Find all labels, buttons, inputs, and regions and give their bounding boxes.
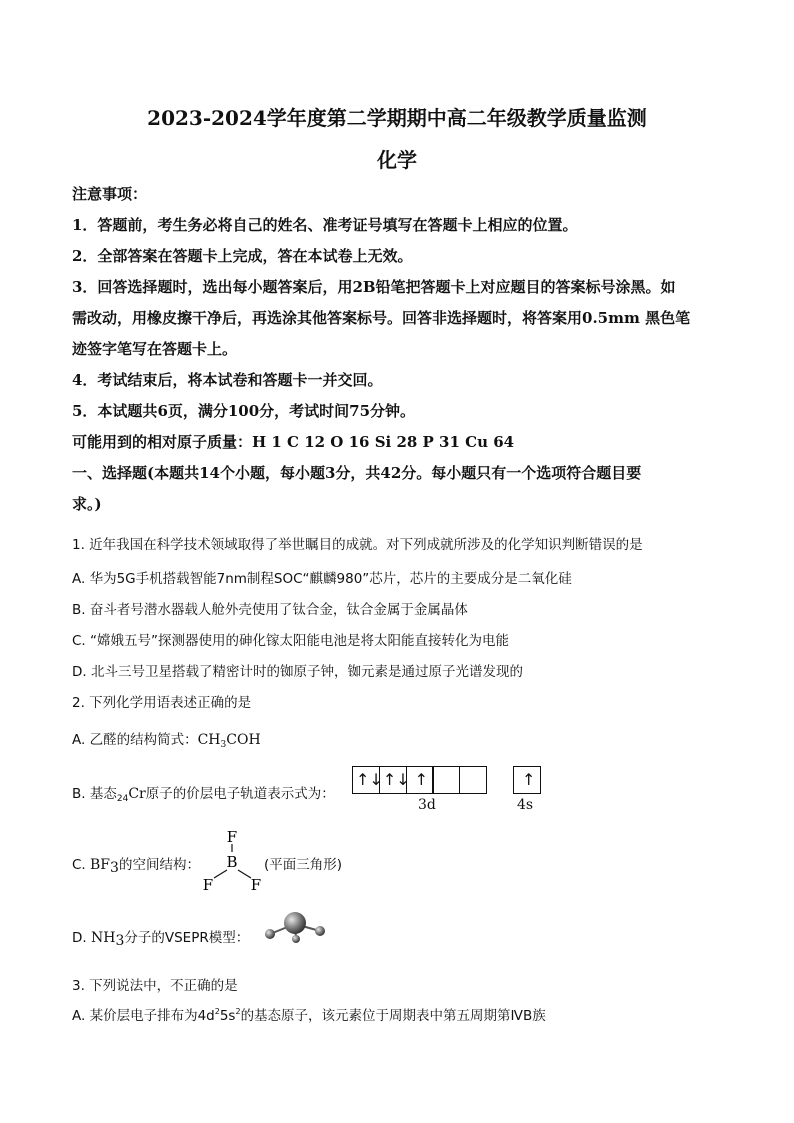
atom-ball-center bbox=[284, 912, 306, 934]
q1-option-c: C. “嫦娥五号”探测器使用的砷化镓太阳能电池是将太阳能直接转化为电能 bbox=[72, 633, 509, 649]
section-heading: 一、选择题(本题共14个小题，每小题3分，共42分。每小题只有一个选项符合题目要 bbox=[72, 464, 642, 482]
notice-item: 1．答题前，考生务必将自己的姓名、准考证号填写在答题卡上相应的位置。 bbox=[72, 216, 578, 234]
nh3-formula: NH bbox=[90, 930, 116, 946]
orbital-label-4s: 4s bbox=[517, 797, 534, 813]
formula-part: COH bbox=[226, 732, 261, 748]
q2-option-a bbox=[72, 728, 261, 750]
electron-arrows: ↑ bbox=[414, 770, 429, 789]
q1-option-b: B. 奋斗者号潜水器载人舱外壳使用了钛合金，钛合金属于金属晶体 bbox=[72, 602, 468, 618]
electron-arrows: ↑ bbox=[522, 770, 536, 789]
electron-arrows: ↑↓ bbox=[356, 770, 383, 789]
q3-option-a-text: A. 某价层电子排布为4d bbox=[72, 1008, 215, 1024]
q2-option-d bbox=[72, 926, 249, 949]
atom-label-center: B bbox=[226, 853, 238, 871]
superscript: 2 bbox=[214, 1007, 220, 1016]
notice-item: 迹签字笔写在答题卡上。 bbox=[72, 340, 238, 358]
q2-stem: 2. 下列化学用语表述正确的是 bbox=[72, 695, 252, 711]
bf3-shape-note: (平面三角形) bbox=[264, 857, 343, 873]
notice-item: 5．本试题共6页，满分100分，考试时间75分钟。 bbox=[72, 402, 416, 420]
electron-arrows: ↑↓ bbox=[382, 770, 410, 789]
superscript: 2 bbox=[235, 1007, 241, 1016]
subject-title: 化学 bbox=[377, 148, 417, 172]
notice-item: 2．全部答案在答题卡上完成，答在本试卷上无效。 bbox=[72, 247, 413, 265]
q1-stem: 1. 近年我国在科学技术领域取得了举世瞩目的成就。对下列成就所涉及的化学知识判断错误的是 bbox=[72, 537, 643, 553]
q2-option-b-text: 原子的价层电子轨道表示式为： bbox=[145, 786, 335, 802]
element-symbol: Cr bbox=[128, 786, 146, 802]
orbital-3d-group bbox=[352, 766, 487, 794]
q2-option-d-text: D. bbox=[72, 930, 91, 946]
q2-option-c-text: C. bbox=[72, 857, 91, 873]
q2-option-c bbox=[72, 853, 200, 876]
formula-subscript: 3 bbox=[115, 933, 125, 949]
q3-option-a bbox=[72, 1004, 546, 1024]
atom-ball bbox=[265, 929, 275, 939]
orbital-box bbox=[513, 766, 541, 794]
atom-label-right: F bbox=[250, 876, 262, 894]
section-heading-cont: 求。) bbox=[72, 495, 102, 513]
orbital-box bbox=[406, 766, 434, 794]
notice-item: 需改动，用橡皮擦干净后，再选涂其他答案标号。回答非选择题时，将答案用0.5mm 黑色笔 bbox=[72, 309, 691, 327]
notice-item: 3．回答选择题时，选出每小题答案后，用2B铅笔把答题卡上对应题目的答案标号涂黑。如 bbox=[72, 278, 676, 296]
vsepr-model-image bbox=[260, 908, 330, 948]
atom-ball bbox=[315, 926, 325, 936]
q3-option-a-text: 5s bbox=[219, 1008, 236, 1024]
q2-option-b-text: B. 基态 bbox=[72, 786, 117, 802]
bf3-formula: BF bbox=[90, 857, 111, 873]
atom-label-top: F bbox=[226, 828, 238, 846]
atom-label-left: F bbox=[202, 876, 214, 894]
q2-option-a-text: A. 乙醛的结构简式： bbox=[72, 732, 198, 748]
formula-part: CH bbox=[197, 732, 221, 748]
q1-option-d: D. 北斗三号卫星搭载了精密计时的铷原子钟，铷元素是通过原子光谱发现的 bbox=[72, 664, 523, 680]
orbital-box bbox=[352, 766, 383, 794]
bond-line bbox=[214, 870, 227, 878]
orbital-box bbox=[432, 766, 460, 794]
bond-line bbox=[238, 870, 251, 878]
q2-option-b bbox=[72, 782, 335, 804]
exam-title: 2023-2024学年度第二学期期中高二年级教学质量监测 bbox=[147, 106, 647, 130]
q3-option-a-text: 的基态原子，该元素位于周期表中第五周期第ⅣB族 bbox=[240, 1008, 546, 1024]
atom-ball bbox=[292, 935, 300, 943]
atomic-mass-line: 可能用到的相对原子质量：H 1 C 12 O 16 Si 28 P 31 Cu 64 bbox=[72, 433, 515, 451]
orbital-4s-group bbox=[513, 766, 541, 794]
formula-subscript: 3 bbox=[220, 740, 227, 750]
orbital-box bbox=[379, 766, 410, 794]
formula-subscript: 3 bbox=[110, 860, 119, 876]
orbital-box bbox=[459, 766, 487, 794]
atomic-number-subscript: 24 bbox=[116, 794, 129, 804]
q1-option-a: A. 华为5G手机搭载智能7nm制程SOC“麒麟980”芯片，芯片的主要成分是二氧化硅 bbox=[72, 571, 572, 587]
notice-heading: 注意事项： bbox=[72, 185, 148, 203]
q2-option-c-text: 的空间结构： bbox=[118, 857, 200, 873]
q3-stem: 3. 下列说法中，不正确的是 bbox=[72, 978, 238, 994]
acetaldehyde-formula bbox=[198, 732, 261, 748]
notice-item: 4．考试结束后，将本试卷和答题卡一并交回。 bbox=[72, 371, 383, 389]
q2-option-d-text: 分子的VSEPR模型： bbox=[124, 930, 250, 946]
orbital-label-3d: 3d bbox=[418, 797, 436, 813]
